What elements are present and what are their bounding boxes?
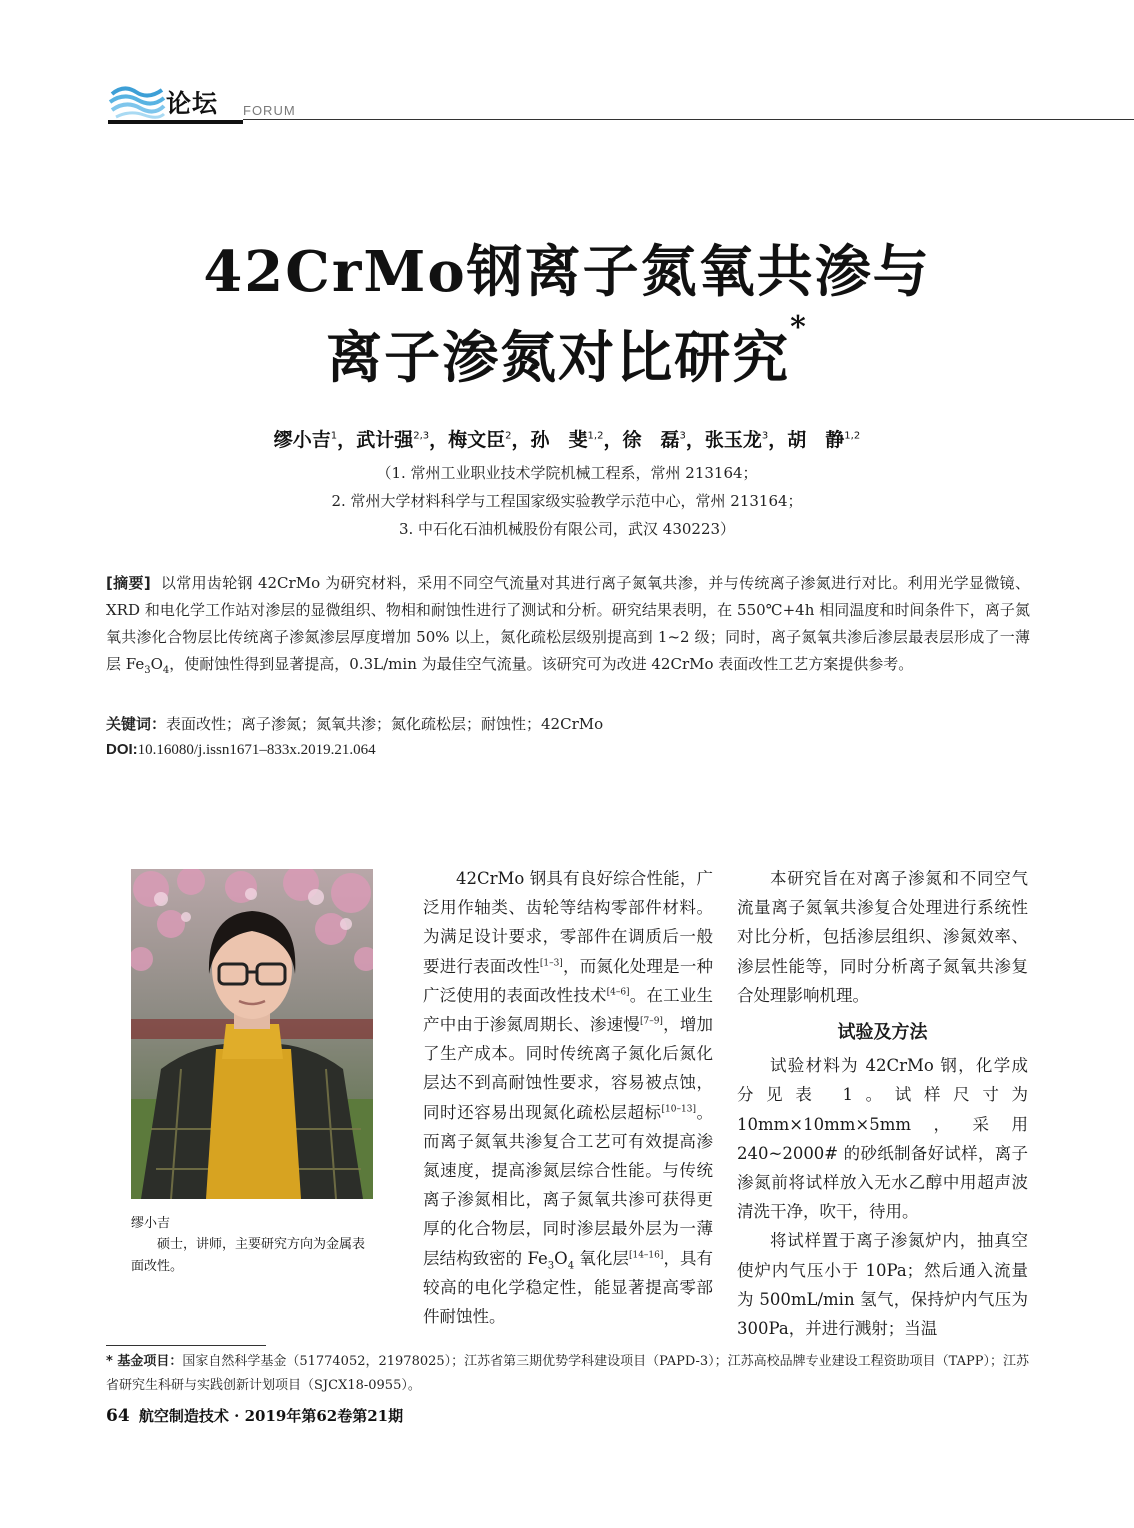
affiliation-1: （1. 常州工业职业技术学院机械工程系，常州 213164； <box>376 464 758 482</box>
footnote-text: 国家自然科学基金（51774052，21978025）；江苏省第三期优势学科建设项目（PAPD-3）；江苏高校品牌专业建设工程资助项目（TAPP）；江苏省研究生科研与实践创新计划项目（SJCX18-0955）。 <box>106 1354 1030 1393</box>
subscript: 3 <box>547 1259 555 1271</box>
author-affiliation: 3 <box>679 430 686 442</box>
author-name: 张玉龙 <box>704 429 762 451</box>
paragraph <box>423 864 713 1331</box>
author-name: 武计强 <box>356 429 414 451</box>
bio-name: 缪小吉 <box>131 1216 171 1231</box>
bio-text: 硕士，讲师，主要研究方向为金属表面改性。 <box>131 1237 366 1274</box>
doi-text: 10.16080/j.issn1671–833x.2019.21.064 <box>137 742 376 758</box>
author-name: 缪小吉 <box>273 429 331 451</box>
text: 。在工业生产中由于渗氮周期长、渗速慢 <box>423 985 714 1035</box>
abstract <box>106 570 1030 684</box>
author-name: 徐 磊 <box>622 429 680 451</box>
citation: [14–16] <box>628 1250 664 1261</box>
footnote-label: * 基金项目： <box>106 1354 183 1369</box>
page-footer <box>106 1405 403 1426</box>
page-number: 64 <box>106 1406 130 1426</box>
paragraph: 试验材料为 42CrMo 钢，化学成分见表 1。试样尺寸为 10mm×10mm×5mm，采用 240~2000# 的砂纸制备好试样，离子渗氮前将试样放入无水乙醇中用超声波清洗干净，吹干，待用。 <box>737 1056 1028 1222</box>
subscript: 4 <box>162 665 170 676</box>
paper-title-line-1: 42CrMo钢离子氮氧共渗与 <box>203 239 931 305</box>
subscript: 4 <box>567 1259 575 1271</box>
author-affiliation: 1 <box>330 430 338 442</box>
body-column-middle <box>423 864 713 1331</box>
title-footnote-mark: * <box>790 310 808 345</box>
funding-footnote <box>106 1350 1030 1398</box>
author-name: 胡 静 <box>787 429 845 451</box>
affiliation-3: 3. 中石化石油机械股份有限公司，武汉 430223） <box>398 520 736 538</box>
paragraph: 本研究旨在对离子渗氮和不同空气流量离子氮氧共渗复合处理进行系统性对比分析，包括渗层组织、渗氮效率、渗层性能等，同时分析离子氮氧共渗复合处理影响机理。 <box>737 869 1028 1005</box>
text: O <box>554 1248 568 1268</box>
affiliation-2: 2. 常州大学材料科学与工程国家级实验教学示范中心，常州 213164； <box>331 492 803 510</box>
section-heading: 试验及方法 <box>837 1022 928 1044</box>
author-affiliation: 2,3 <box>413 430 430 442</box>
abstract-label: [摘要] <box>106 574 151 592</box>
forum-logo-icon <box>108 80 166 120</box>
author-affiliation: 3 <box>761 430 769 442</box>
paper-title-line-2 <box>0 310 1134 394</box>
text: ，具有较高的电化学稳定性，能显著提高零部件耐蚀性。 <box>423 1248 714 1327</box>
header-rule-thick <box>108 120 243 124</box>
keywords <box>106 713 1030 734</box>
body-column-right <box>737 864 1028 1343</box>
keywords-text: 表面改性；离子渗氮；氮氧共渗；氮化疏松层；耐蚀性；42CrMo <box>166 715 604 733</box>
section-label-en: FORUM <box>243 103 296 118</box>
text: ，增加了生产成本。同时传统离子氮化后氮化层达不到高耐蚀性要求，容易被点蚀，同时还容易出现氮化疏松层超标 <box>423 1015 714 1122</box>
author-name: 孙 斐 <box>530 429 588 451</box>
paper-title-line-2-text: 离子渗氮对比研究 <box>326 325 791 391</box>
author-affiliation: 1,2 <box>587 430 604 442</box>
author-list: 缪小吉$^1$，武计强$^{2,3}$，梅文臣$^2$，孙 斐$^{1,2}$，徐 磊$^3$，张玉龙$^3$，胡 静$^{1,2}$ <box>273 429 861 451</box>
footnote-rule <box>106 1345 266 1346</box>
author-affiliation: 1,2 <box>844 430 861 442</box>
doi-label: DOI: <box>106 741 138 758</box>
citation: [1–3] <box>539 958 563 969</box>
doi <box>106 741 376 759</box>
text: 42CrMo 钢具有良好综合性能，广泛用作轴类、齿轮等结构零部件材料。为满足设计要求，零部件在调质后一般要进行表面改性 <box>423 869 713 976</box>
abstract-text: ，使耐蚀性得到显著提高，0.3L/min 为最佳空气流量。该研究可为改进 42CrMo 表面改性工艺方案提供参考。 <box>169 655 914 673</box>
abstract-text: 以常用齿轮钢 42CrMo 为研究材料，采用不同空气流量对其进行离子氮氧共渗，并与传统离子渗氮进行对比。利用光学显微镜、XRD 和电化学工作站对渗层的显微组织、物相和耐蚀性进行了测试和分析。研究结果表明，在 550℃+4h 相同温度和时间条件下，离子氮氧共渗化合物层比传统离子渗氮渗层厚度增加 50% 以上，氮化疏松层级别提高到 1~2 级；同时，离子氮氧共渗后渗层最表层形成了一薄层 Fe <box>106 574 1030 673</box>
header-rule <box>243 119 1134 120</box>
journal-info: 航空制造技术 · 2019年第62卷第21期 <box>138 1407 404 1425</box>
author-affiliation: 2 <box>505 430 512 442</box>
citation: [10–13] <box>661 1104 696 1115</box>
author-photo <box>131 869 373 1199</box>
citation: [4–6] <box>606 987 630 998</box>
text: 氧化层 <box>574 1248 629 1268</box>
subscript: 3 <box>144 665 151 676</box>
text: ，而氮化处理是一种广泛使用的表面改性技术 <box>423 956 714 1005</box>
abstract-text: O <box>150 655 163 673</box>
citation: [7–9] <box>639 1016 663 1027</box>
text: 。而离子氮氧共渗复合工艺可有效提高渗氮速度，提高渗氮层综合性能。与传统离子渗氮相比，离子氮氧共渗可获得更厚的化合物层，同时渗层最外层为一薄层结构致密的 Fe <box>423 1102 714 1268</box>
author-name: 梅文臣 <box>448 429 506 451</box>
keywords-label: 关键词： <box>106 715 167 733</box>
paragraph: 将试样置于离子渗氮炉内，抽真空使炉内气压小于 10Pa；然后通入流量为 500mL/min 氢气，保持炉内气压为 300Pa，并进行溅射；当温 <box>737 1231 1028 1339</box>
section-label: 论坛 <box>166 89 219 118</box>
